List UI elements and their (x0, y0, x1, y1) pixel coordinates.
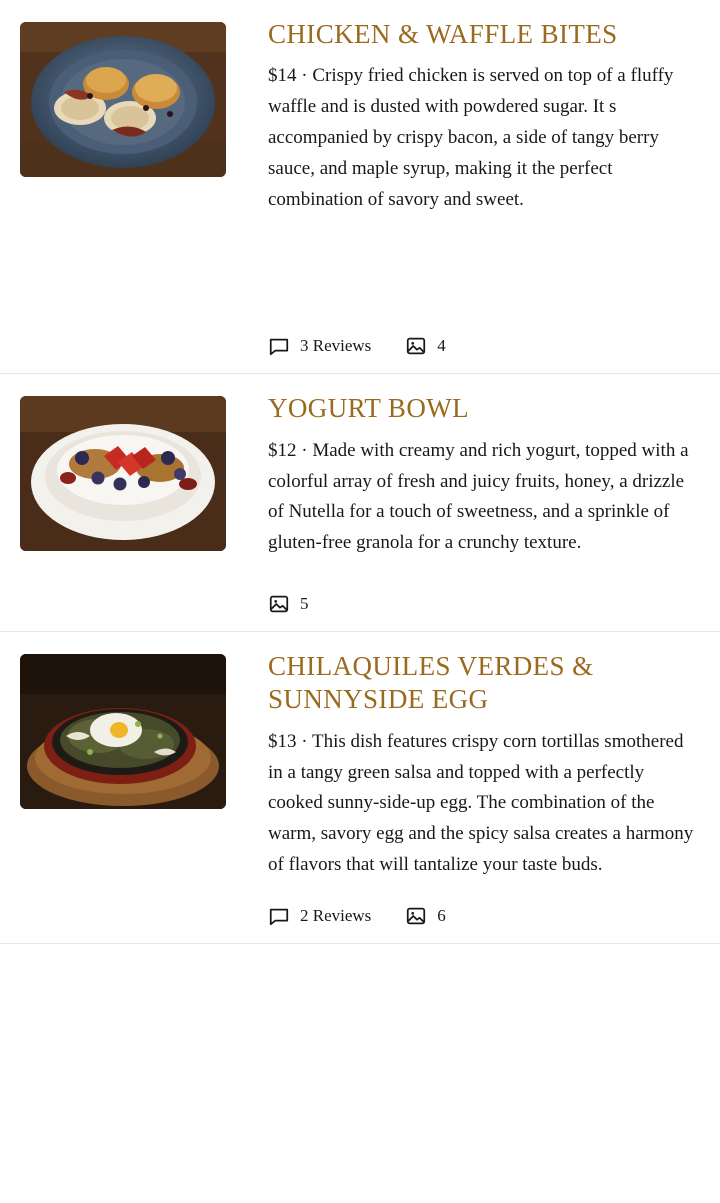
menu-item-title: CHICKEN & WAFFLE BITES (268, 19, 618, 49)
reviews-chip[interactable] (268, 905, 371, 927)
menu-item-thumbnail-wrapper (20, 650, 226, 809)
menu-item-meta (268, 333, 694, 359)
layout-spacer (268, 559, 694, 569)
photos-chip[interactable] (268, 593, 309, 615)
photos-count-label: 6 (437, 905, 446, 925)
comment-icon (268, 905, 290, 927)
chicken-and-waffle-bites-photo[interactable] (20, 22, 226, 177)
menu-item-meta (268, 591, 694, 617)
photos-chip[interactable] (405, 335, 446, 357)
reviews-chip[interactable] (268, 335, 371, 357)
menu-item[interactable] (0, 632, 720, 944)
yogurt-bowl-photo[interactable] (20, 396, 226, 551)
menu-item-description: $13 · This dish features crispy corn tortillas smothered in a tangy green salsa and topped with a perfectly cooked sunny-side-up egg. The combination of the warm, savory egg and the spicy salsa creates a harmony of flavors that will tantalize your taste buds. (268, 730, 694, 875)
menu-item-body (226, 18, 700, 359)
menu-item-title: CHILAQUILES VERDES & SUNNYSIDE EGG (268, 650, 594, 715)
layout-spacer (268, 215, 694, 311)
menu-item-description: $12 · Made with creamy and rich yogurt, topped with a colorful array of fresh and juicy fruits, honey, a drizzle of Nutella for a touch of sweetness, and a sprinkle of gluten-free granola for a crunchy texture. (268, 439, 689, 554)
menu-item-description: $14 · Crispy fried chicken is served on top of a fluffy waffle and is dusted with powdered sugar. It s accompanied by crispy bacon, a side of tangy berry sauce, and maple syrup, making it the perfect combination of savory and sweet. (268, 65, 674, 210)
reviews-count-label: 3 Reviews (300, 336, 372, 356)
menu-item-body (226, 392, 700, 617)
comment-icon (268, 335, 290, 357)
menu-item-thumbnail-wrapper (20, 392, 226, 551)
menu-item-meta (268, 903, 694, 929)
photos-chip[interactable] (405, 905, 446, 927)
image-icon (268, 593, 290, 615)
menu-item-thumbnail-wrapper (20, 18, 226, 177)
image-icon (405, 335, 427, 357)
menu-item-title: YOGURT BOWL (268, 393, 470, 424)
reviews-count-label: 2 Reviews (300, 905, 372, 925)
photos-count-label: 5 (300, 593, 309, 613)
chilaquiles-verdes-photo[interactable] (20, 654, 226, 809)
menu-item[interactable] (0, 374, 720, 632)
menu-item[interactable] (0, 0, 720, 374)
image-icon (405, 905, 427, 927)
menu-item-body (226, 650, 700, 929)
photos-count-label: 4 (437, 336, 446, 356)
